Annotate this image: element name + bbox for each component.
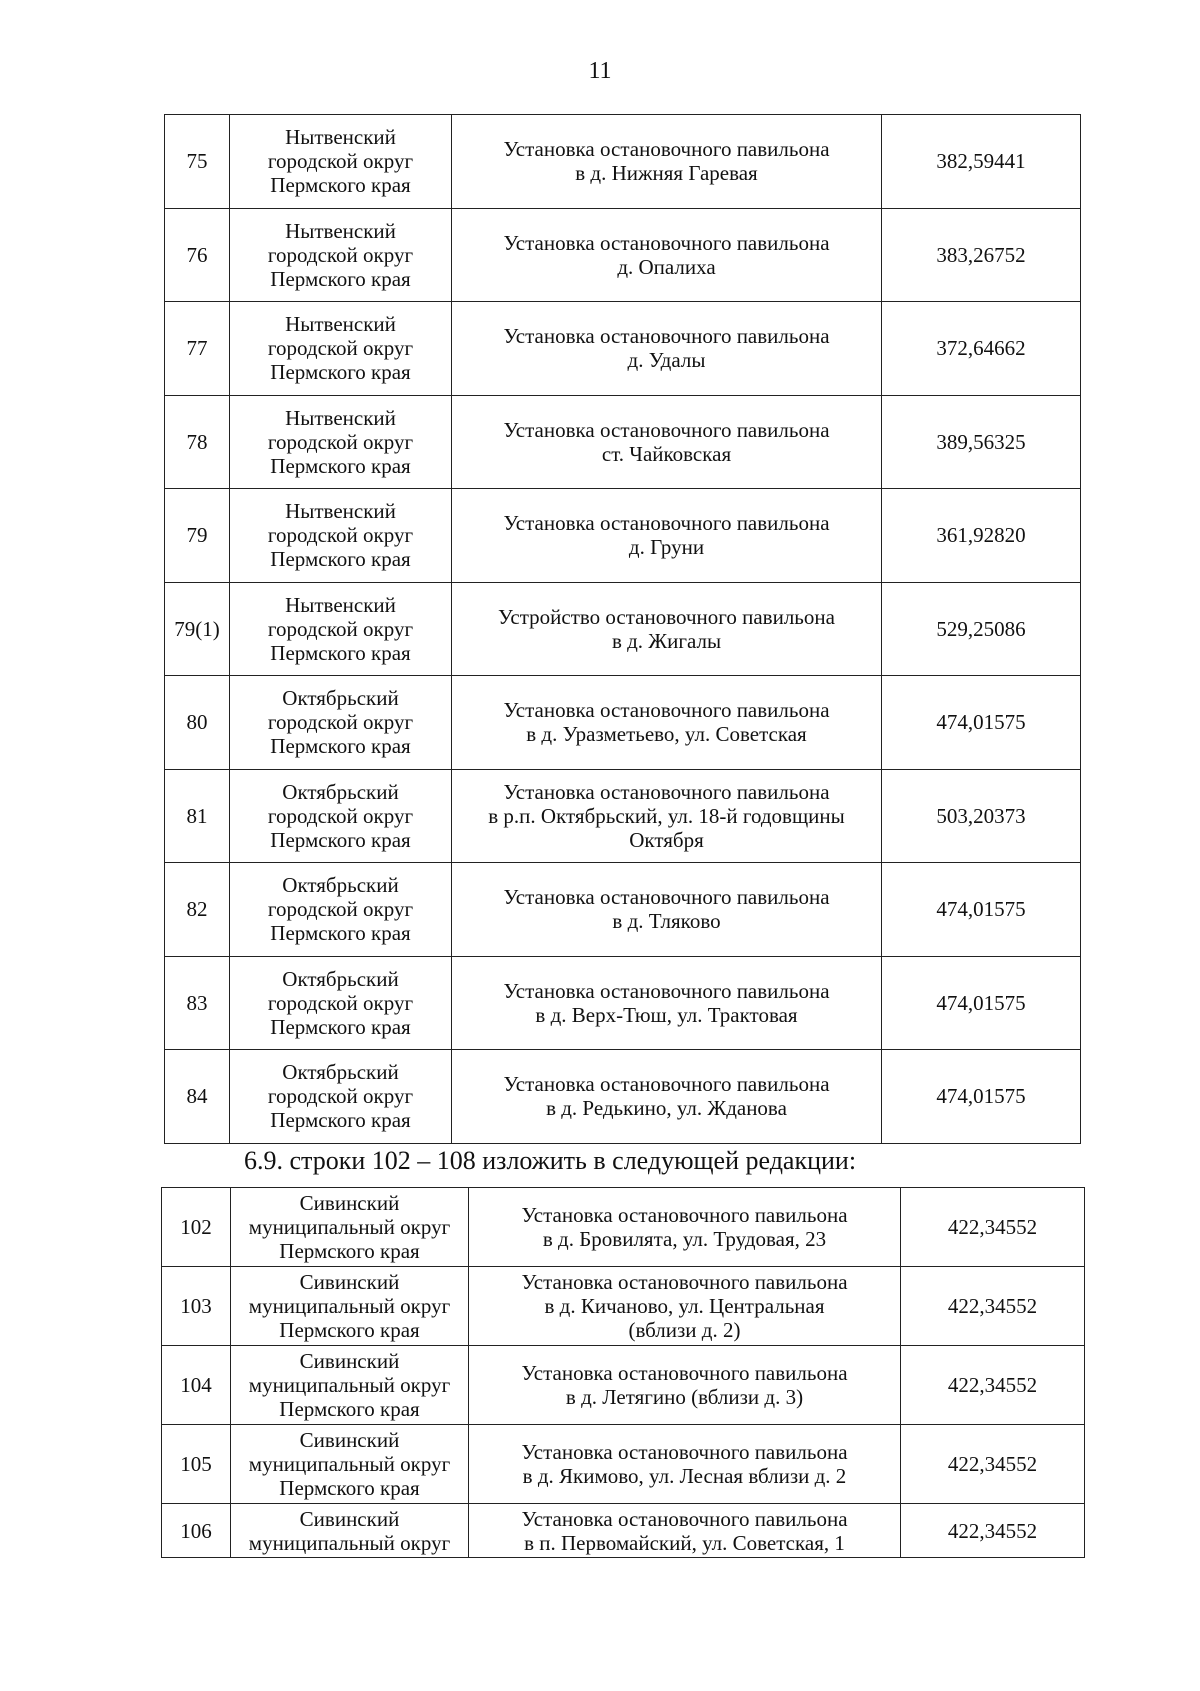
municipality-line: городской округ (267, 616, 414, 641)
description-line: в д. Уразметьево, ул. Советская (526, 722, 807, 747)
amount-cell: 383,26752 (882, 208, 1081, 302)
municipality-line: Сивинский (299, 1428, 400, 1452)
municipality-cell (231, 1188, 469, 1267)
amount-cell: 474,01575 (882, 1050, 1081, 1144)
description-line: д. Груни (628, 535, 705, 560)
municipality-cell (230, 582, 452, 676)
municipality-line: Пермского края (279, 1318, 420, 1342)
description-cell (452, 302, 882, 396)
municipality-line: Пермского края (270, 1108, 411, 1133)
description-cell (469, 1346, 901, 1425)
municipality-cell (230, 115, 452, 209)
amount-cell: 422,34552 (901, 1425, 1085, 1504)
table-row (165, 769, 1081, 863)
municipality-line: Пермского края (270, 547, 411, 572)
amount-cell: 382,59441 (882, 115, 1081, 209)
amount-cell: 422,34552 (901, 1346, 1085, 1425)
description-line: Установка остановочного павильона (503, 417, 830, 442)
table-row (165, 1050, 1081, 1144)
row-number: 82 (165, 863, 230, 957)
row-number: 78 (165, 395, 230, 489)
municipality-line: Нытвенский (285, 499, 396, 524)
amount-cell: 361,92820 (882, 489, 1081, 583)
municipality-line: муниципальный округ (248, 1294, 451, 1318)
municipality-line: муниципальный округ (248, 1215, 451, 1239)
municipality-cell (230, 956, 452, 1050)
municipality-line: муниципальный округ (248, 1452, 451, 1476)
description-line: Установка остановочного павильона (503, 885, 830, 910)
description-cell (452, 489, 882, 583)
municipality-cell (230, 1050, 452, 1144)
municipality-line: Октябрьский (282, 1060, 399, 1085)
row-number: 77 (165, 302, 230, 396)
municipality-cell (230, 302, 452, 396)
description-line: в д. Летягино (вблизи д. 3) (565, 1385, 804, 1409)
description-line: Установка остановочного павильона (503, 779, 830, 804)
amount-cell: 474,01575 (882, 676, 1081, 770)
table-row (165, 395, 1081, 489)
amount-cell: 372,64662 (882, 302, 1081, 396)
municipality-line: Пермского края (270, 266, 411, 291)
amendment-instruction: 6.9. строки 102 – 108 изложить в следующей редакции: (244, 1146, 857, 1175)
municipality-line: Пермского края (279, 1476, 420, 1500)
municipality-line: Пермского края (270, 921, 411, 946)
amount-cell: 503,20373 (882, 769, 1081, 863)
municipality-line: городской округ (267, 429, 414, 454)
municipality-line: городской округ (267, 1084, 414, 1109)
description-cell (452, 582, 882, 676)
amount-cell: 529,25086 (882, 582, 1081, 676)
municipality-line: городской округ (267, 990, 414, 1015)
municipality-cell (230, 395, 452, 489)
row-number: 76 (165, 208, 230, 302)
description-line: Установка остановочного павильона (521, 1506, 848, 1531)
description-line: Установка остановочного павильона (503, 698, 830, 723)
municipality-line: Нытвенский (285, 125, 396, 150)
description-line: в д. Якимово, ул. Лесная вблизи д. 2 (522, 1464, 847, 1488)
municipality-line: Пермского края (279, 1397, 420, 1421)
description-line: Установка остановочного павильона (521, 1361, 848, 1385)
description-line: в д. Редькино, ул. Жданова (546, 1096, 787, 1121)
row-number: 105 (162, 1425, 231, 1504)
description-cell (452, 1050, 882, 1144)
description-cell (469, 1188, 901, 1267)
municipality-cell (230, 769, 452, 863)
description-line: Установка остановочного павильона (503, 978, 830, 1003)
row-number: 81 (165, 769, 230, 863)
description-line: в д. Верх-Тюш, ул. Трактовая (535, 1002, 798, 1027)
row-number: 79(1) (165, 582, 230, 676)
municipality-line: городской округ (267, 803, 414, 828)
municipality-line: городской округ (267, 336, 414, 361)
description-line: Установка остановочного павильона (521, 1203, 848, 1227)
municipality-line: Пермского края (270, 453, 411, 478)
municipality-line: городской округ (267, 523, 414, 548)
municipality-line: Октябрьский (282, 779, 399, 804)
municipality-line: городской округ (267, 897, 414, 922)
row-number: 84 (165, 1050, 230, 1144)
municipality-cell (230, 489, 452, 583)
municipality-line: Пермского края (270, 827, 411, 852)
table-row (162, 1425, 1085, 1504)
description-line: Установка остановочного павильона (503, 511, 830, 536)
table-row (162, 1504, 1085, 1558)
municipality-line: Пермского края (270, 360, 411, 385)
description-line: Установка остановочного павильона (521, 1440, 848, 1464)
table-row (165, 676, 1081, 770)
description-line: Установка остановочного павильона (503, 230, 830, 255)
municipality-cell (231, 1267, 469, 1346)
table-row (162, 1188, 1085, 1267)
stops-table-2 (161, 1187, 1085, 1558)
row-number: 102 (162, 1188, 231, 1267)
table-row (165, 489, 1081, 583)
table-row (165, 863, 1081, 957)
municipality-line: городской округ (267, 710, 414, 735)
municipality-line: Нытвенский (285, 312, 396, 337)
municipality-line: муниципальный округ (248, 1530, 451, 1555)
description-cell (452, 395, 882, 489)
description-line: в р.п. Октябрьский, ул. 18-й годовщины (488, 803, 845, 828)
description-cell (452, 956, 882, 1050)
row-number: 79 (165, 489, 230, 583)
municipality-cell (231, 1346, 469, 1425)
table-row (162, 1267, 1085, 1346)
description-cell (452, 769, 882, 863)
description-line: (вблизи д. 2) (628, 1318, 741, 1342)
description-line: Установка остановочного павильона (503, 137, 830, 162)
municipality-cell (230, 676, 452, 770)
amount-cell: 474,01575 (882, 956, 1081, 1050)
row-number: 106 (162, 1504, 231, 1558)
municipality-line: Пермского края (270, 734, 411, 759)
amount-cell: 389,56325 (882, 395, 1081, 489)
municipality-line: Сивинский (299, 1191, 400, 1215)
table-row (165, 115, 1081, 209)
municipality-line: Сивинский (299, 1270, 400, 1294)
description-line: Устройство остановочного павильона (498, 604, 835, 629)
description-line: Установка остановочного павильона (503, 1072, 830, 1097)
amount-cell: 422,34552 (901, 1188, 1085, 1267)
description-line: в д. Бровилята, ул. Трудовая, 23 (542, 1227, 827, 1251)
description-line: д. Опалиха (617, 254, 716, 279)
municipality-line: Пермского края (270, 1014, 411, 1039)
municipality-line: Сивинский (299, 1506, 400, 1531)
municipality-line: Октябрьский (282, 873, 399, 898)
table-row (165, 582, 1081, 676)
table-row (165, 302, 1081, 396)
municipality-line: Пермского края (270, 640, 411, 665)
description-line: Октября (629, 827, 704, 852)
description-line: в д. Жигалы (611, 628, 722, 653)
municipality-line: Нытвенский (285, 218, 396, 243)
stops-table-1 (164, 114, 1081, 1144)
description-cell (452, 863, 882, 957)
row-number: 80 (165, 676, 230, 770)
municipality-line: Сивинский (299, 1349, 400, 1373)
description-line: в п. Первомайский, ул. Советская, 1 (524, 1530, 845, 1555)
description-line: д. Удалы (627, 348, 706, 373)
table-row (162, 1346, 1085, 1425)
row-number: 103 (162, 1267, 231, 1346)
municipality-cell (231, 1504, 469, 1558)
municipality-line: Октябрьский (282, 966, 399, 991)
description-cell (452, 115, 882, 209)
amount-cell: 422,34552 (901, 1267, 1085, 1346)
description-cell (452, 208, 882, 302)
municipality-line: городской округ (267, 242, 414, 267)
municipality-cell (231, 1425, 469, 1504)
row-number: 83 (165, 956, 230, 1050)
table-row (165, 208, 1081, 302)
table-row (165, 956, 1081, 1050)
amount-cell: 422,34552 (901, 1504, 1085, 1558)
municipality-line: Октябрьский (282, 686, 399, 711)
description-cell (469, 1267, 901, 1346)
row-number: 104 (162, 1346, 231, 1425)
description-line: ст. Чайковская (601, 441, 732, 466)
municipality-line: Пермского края (270, 173, 411, 198)
description-line: Установка остановочного павильона (521, 1270, 848, 1294)
amount-cell: 474,01575 (882, 863, 1081, 957)
row-number: 75 (165, 115, 230, 209)
description-cell (452, 676, 882, 770)
municipality-line: городской округ (267, 149, 414, 174)
description-cell (469, 1425, 901, 1504)
description-cell (469, 1504, 901, 1558)
municipality-cell (230, 863, 452, 957)
description-line: в д. Нижняя Гаревая (575, 161, 758, 186)
page-number: 11 (588, 58, 612, 84)
municipality-cell (230, 208, 452, 302)
description-line: в д. Тляково (612, 909, 721, 934)
description-line: Установка остановочного павильона (503, 324, 830, 349)
description-line: в д. Кичаново, ул. Центральная (544, 1294, 825, 1318)
municipality-line: Нытвенский (285, 592, 396, 617)
municipality-line: Пермского края (279, 1239, 420, 1263)
municipality-line: Нытвенский (285, 405, 396, 430)
municipality-line: муниципальный округ (248, 1373, 451, 1397)
